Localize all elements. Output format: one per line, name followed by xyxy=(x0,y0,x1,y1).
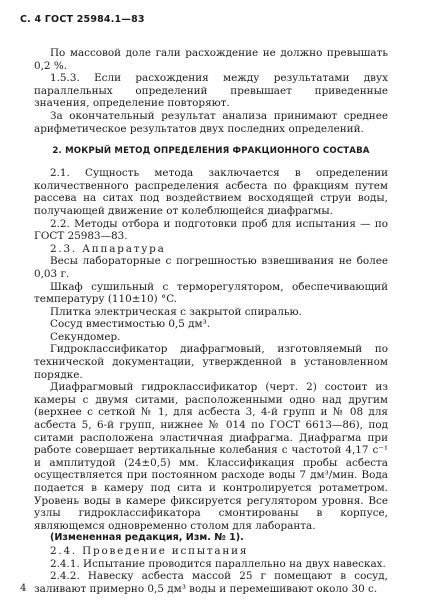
paragraph-2-4-title: 2.4. Проведение испытания xyxy=(50,544,249,557)
paragraph-hot-plate: Плитка электрическая с закрытой спиралью. xyxy=(50,305,302,318)
section-2-title: 2. МОКРЫЙ МЕТОД ОПРЕДЕЛЕНИЯ ФРАКЦИОННОГО СОСТАВА xyxy=(52,146,370,157)
document-body xyxy=(34,47,388,595)
paragraph-vessel: Сосуд вместимостью 0,5 дм³. xyxy=(50,318,211,331)
paragraph-2-2: 2.2. Методы отбора и подготовки проб для испытания — по ГОСТ 25983—83. xyxy=(34,217,388,243)
paragraph-diaphragm-classifier: Диафрагмовый гидроклассификатор (черт. 2) состоит из камеры с двумя ситами, расположенными одно над другим (верхнее с сеткой № 1, для асбеста 3, 4-й групп и № 08 для асбеста 5, 6-й групп, нижнее № 014 по ГОСТ 6613—86), под ситами расположена эластичная диафрагма. Диафрагма при работе совершает вертикальные колебания с частотой 4,17 с⁻¹ и амплитудой (24±0,5) мм. Классификация пробы асбеста осуществляется при постоянном расходе воды 7 дм³/мин. Вода подается в камеру под сита и контролируется ротаметром. Уровень воды в камере фиксируется регулятором уровня. Все узлы гидроклассификатора смонтированы в корпусе, являющемся одновременно столом для лаборанта. xyxy=(34,381,388,532)
paragraph-2-1: 2.1. Сущность метода заключается в определении количественного распределения асбеста по фракциям путем рассева на ситах под воздействием восходящей струи воды, получающей движение от колеблющейся диафрагмы. xyxy=(34,167,388,217)
paragraph-hydroclassifier: Гидроклассификатор диафрагмовый, изготовляемый по технической документации, утвержденной в установленном порядке. xyxy=(34,343,388,381)
page-header: С. 4 ГОСТ 25984.1—83 xyxy=(20,14,145,25)
paragraph-2-4-2: 2.4.2. Навеску асбеста массой 25 г помещают в сосуд, заливают примерно 0,5 дм³ воды и перемешивают около 30 с. xyxy=(34,570,388,595)
paragraph-final-result: За окончательный результат анализа принимают среднее арифметическое результатов двух последних определений. xyxy=(34,109,388,135)
paragraph-gal-divergence: По массовой доле гали расхождение не должно превышать 0,2 %. xyxy=(34,47,388,72)
page-number: 4 xyxy=(20,583,27,594)
paragraph-drying-oven: Шкаф сушильный с терморегулятором, обеспечивающий температуру (110±10) °C. xyxy=(34,280,388,306)
paragraph-scales: Весы лабораторные с погрешностью взвешивания не более 0,03 г. xyxy=(34,255,388,280)
paragraph-revision-note: (Измененная редакция, Изм. № 1). xyxy=(50,532,244,544)
paragraph-2-4-1: 2.4.1. Испытание проводится параллельно на двух навесках. xyxy=(50,557,386,570)
paragraph-2-3-title: 2.3. Аппаратура xyxy=(50,242,166,255)
paragraph-1-5-3: 1.5.3. Если расхождения между результатами двух параллельных определений превышает приведенные значения, определение повторяют. xyxy=(34,72,388,110)
paragraph-stopwatch: Секундомер. xyxy=(50,330,121,343)
